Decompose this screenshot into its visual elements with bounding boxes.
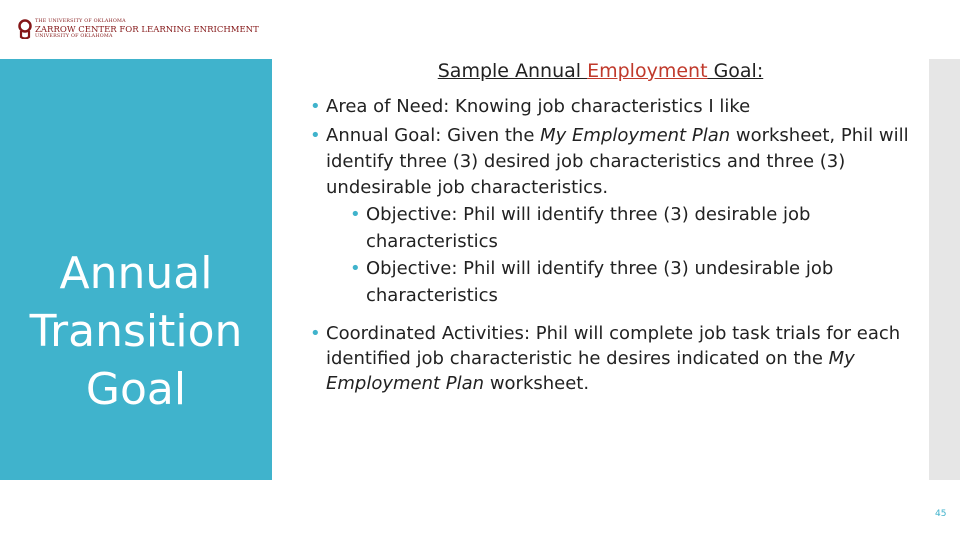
side-title xyxy=(0,245,272,419)
side-panel xyxy=(0,59,272,480)
heading-prefix: Sample Annual xyxy=(437,60,588,82)
coordinated-suffix: worksheet. xyxy=(484,373,590,394)
objective-2-text: Objective: Phil will identify three (3) undesirable job characteristics xyxy=(366,258,834,306)
objective-1-text: Objective: Phil will identify three (3) desirable job characteristics xyxy=(366,204,811,252)
side-title-line-1: Annual xyxy=(59,248,213,299)
ou-logo-icon xyxy=(18,19,32,39)
annual-goal-item xyxy=(310,123,910,201)
heading-suffix: Goal: xyxy=(707,60,764,82)
page-number: 45 xyxy=(935,509,947,519)
annual-goal-suffix: worksheet, Phil will identify three (3) desired job characteristics and three (3) undesirable job characteristics. xyxy=(326,125,909,198)
heading-accent: Employment xyxy=(587,60,708,82)
side-title-line-2: Transition xyxy=(29,306,243,357)
logo-line-2: ZARROW CENTER FOR LEARNING ENRICHMENT xyxy=(35,24,259,35)
university-logo xyxy=(18,19,259,41)
objective-2-item xyxy=(310,255,910,309)
annual-goal-prefix: Annual Goal: Given the xyxy=(326,125,541,146)
coordinated-activities-item xyxy=(310,321,910,396)
logo-line-3: UNIVERSITY OF OKLAHOMA xyxy=(35,34,113,40)
area-of-need-text: Area of Need: Knowing job characteristics I like xyxy=(326,96,751,117)
coordinated-italic: My Employment Plan xyxy=(326,348,855,394)
objective-1-item xyxy=(310,201,910,255)
annual-goal-italic: My Employment Plan xyxy=(540,125,731,146)
side-title-line-3: Goal xyxy=(85,364,187,415)
coordinated-prefix: Coordinated Activities: Phil will complete job task trials for each identified job characteristic he desires indicated on the xyxy=(326,323,901,369)
logo-line-1: THE UNIVERSITY OF OKLAHOMA xyxy=(35,19,126,24)
slide-heading xyxy=(272,58,929,84)
slide-content xyxy=(310,94,910,396)
right-gray-bar xyxy=(929,59,960,480)
area-of-need-item xyxy=(310,94,910,119)
